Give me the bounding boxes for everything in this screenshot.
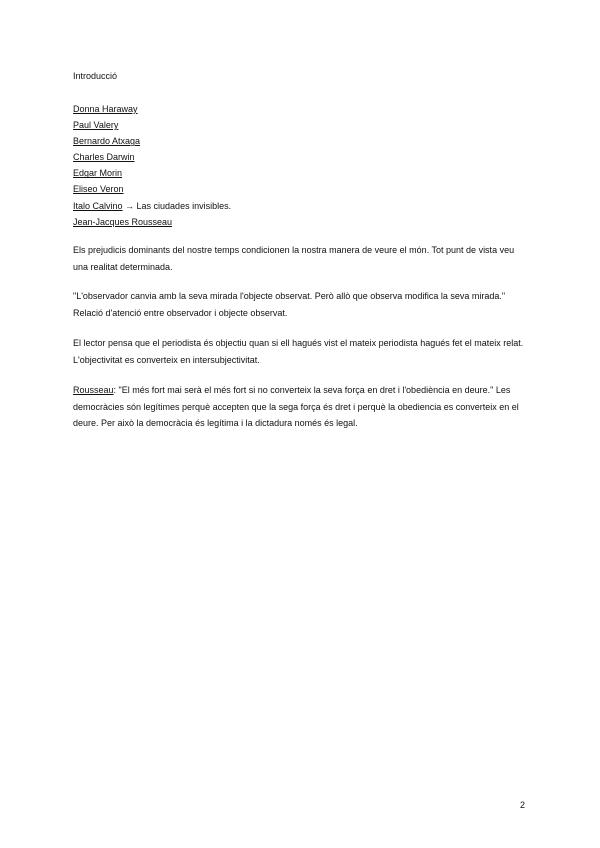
page-number: 2 [520,800,526,810]
author-link-haraway[interactable]: Donna Haraway [73,104,138,114]
rousseau-label: Rousseau [73,385,114,395]
author-link-morin[interactable]: Edgar Morin [73,168,123,179]
list-item [73,149,231,165]
author-link-veron[interactable]: Eliseo Veron [73,184,124,195]
text-line [73,382,533,399]
calvino-note: → Las ciudades invisibles. [122,200,232,211]
author-link-calvino[interactable]: Italo Calvino [73,200,123,211]
list-item [73,214,231,230]
rousseau-quote: : "El més fort mai serà el més fort si no converteix la seva força en dret i l'obediència en deure." Les [113,385,511,395]
text-line: una realitat determinada. [73,261,173,272]
text-line: Relació d'atenció entre observador i objecte observat. [73,307,288,318]
paragraph-objectivity [73,335,533,368]
section-heading: Introducció [73,71,118,81]
list-item [73,181,231,197]
text-line: democràcies són legítimes perquè accepten que la sega força és dret i perquè la obediencia es converteix en el [73,401,519,412]
text-line: El lector pensa que el periodista és objectiu quan si ell hagués vist el mateix periodista hagués fet el mateix relat. [73,338,524,348]
author-link-darwin[interactable]: Charles Darwin [73,152,135,163]
list-item [73,101,231,117]
paragraph-observer-quote [73,288,533,321]
paragraph-prejudices [73,242,533,275]
list-item [73,117,231,133]
author-link-rousseau[interactable]: Jean-Jacques Rousseau [73,216,173,227]
text-line: "L'observador canvia amb la seva mirada l'objecte observat. Però allò que observa modifica la seva mirada." [73,291,506,301]
list-item [73,133,231,149]
paragraph-rousseau [73,382,533,432]
text-line: L'objectivitat es converteix en intersubjectivitat. [73,354,260,365]
text-line: Els prejudicis dominants del nostre temps condicionen la nostra manera de veure el món. Tot punt de vista veu [73,245,515,255]
list-item [73,198,231,214]
author-link-valery[interactable]: Paul Valery [73,120,119,131]
list-item [73,165,231,181]
author-list [73,101,231,230]
author-link-atxaga[interactable]: Bernardo Atxaga [73,136,141,147]
text-line: deure. Per això la democràcia és legítima i la dictadura només és legal. [73,418,358,428]
